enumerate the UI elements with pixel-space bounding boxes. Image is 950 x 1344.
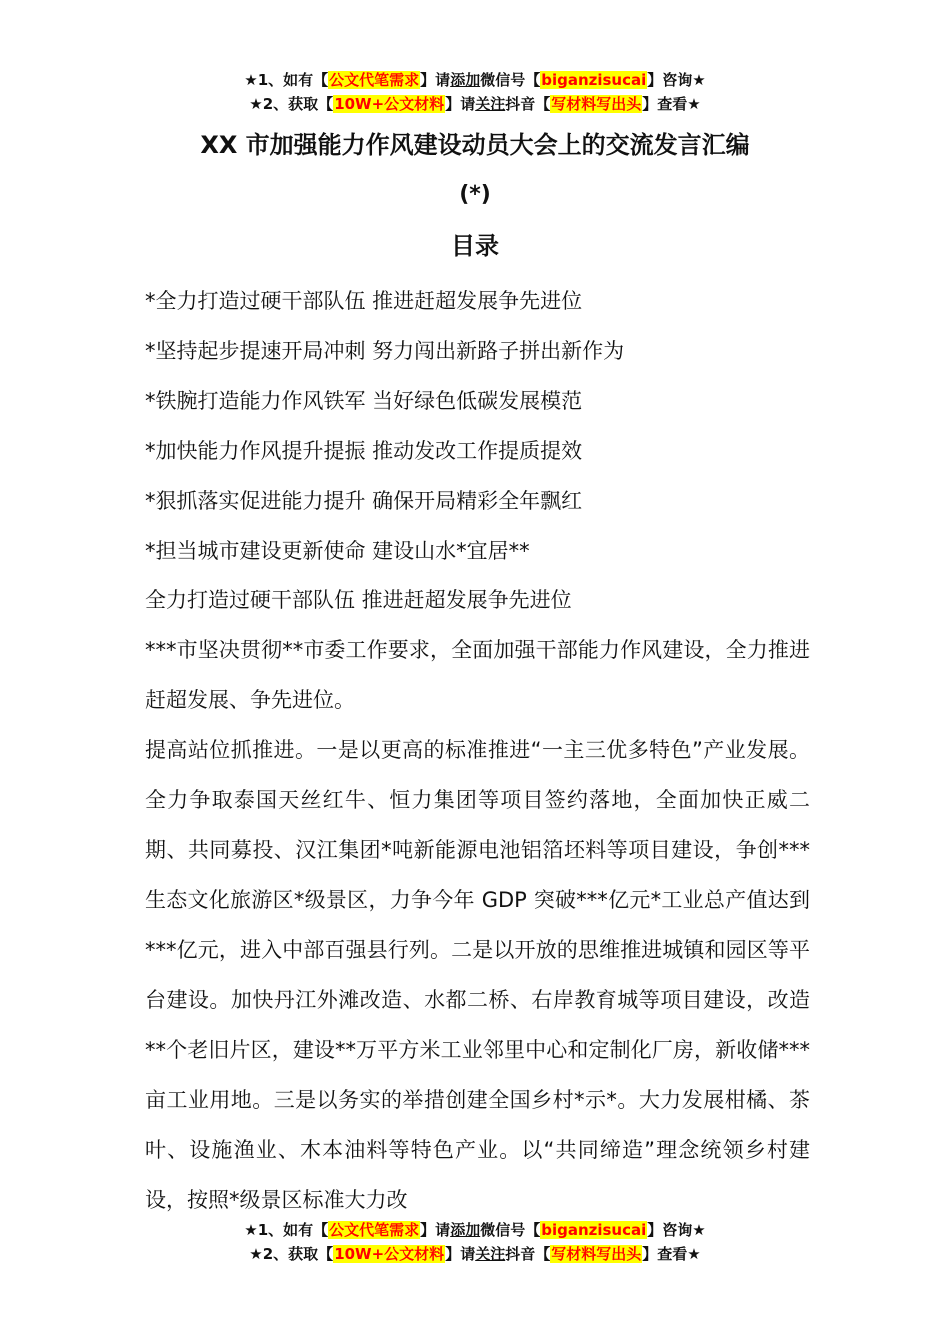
- toc-item: *铁腕打造能力作风铁军 当好绿色低碳发展模范: [145, 389, 583, 413]
- toc-item: *坚持起步提速开局冲刺 努力闯出新路子拼出新作为: [145, 339, 625, 363]
- banner-highlight: biganzisucai: [541, 1221, 647, 1239]
- top-banner: [0, 68, 950, 116]
- banner-highlight: 10W+公文材料: [334, 1245, 445, 1263]
- banner-text: ★2、获取【: [249, 95, 334, 113]
- toc-item: *全力打造过硬干部队伍 推进赶超发展争先进位: [145, 289, 583, 313]
- banner-underlined: 关注: [475, 95, 506, 113]
- banner-highlight: 公文代笔需求: [329, 1221, 420, 1239]
- toc-item: *加快能力作风提升提振 推动发改工作提质提效: [145, 439, 583, 463]
- banner-underlined: 添加: [450, 71, 481, 89]
- banner-text: 微信号【: [480, 71, 541, 89]
- banner-text: 抖音【: [505, 1245, 551, 1263]
- bottom-banner: [0, 1218, 950, 1266]
- banner-line-1: [0, 68, 950, 92]
- banner-line-2: [0, 1242, 950, 1266]
- toc-item: *狠抓落实促进能力提升 确保开局精彩全年飘红: [145, 489, 583, 513]
- banner-highlight: 10W+公文材料: [334, 95, 445, 113]
- banner-underlined: 添加: [450, 1221, 481, 1239]
- banner-text: ★1、如有【: [244, 71, 329, 89]
- banner-text: 】咨询★: [647, 71, 706, 89]
- table-of-contents: [145, 276, 810, 576]
- banner-text: 】请: [420, 1221, 451, 1239]
- section-title: 全力打造过硬干部队伍 推进赶超发展争先进位: [145, 588, 572, 612]
- banner-text: 】请: [445, 95, 476, 113]
- banner-text: 】咨询★: [647, 1221, 706, 1239]
- banner-text: ★1、如有【: [244, 1221, 329, 1239]
- document-subtitle: (*): [459, 182, 491, 207]
- banner-text: 】查看★: [642, 1245, 701, 1263]
- document-title: XX 市加强能力作风建设动员大会上的交流发言汇编: [200, 131, 750, 159]
- banner-underlined: 关注: [475, 1245, 506, 1263]
- banner-line-1: [0, 1218, 950, 1242]
- banner-highlight: 写材料写出头: [551, 95, 642, 113]
- banner-highlight: 写材料写出头: [551, 1245, 642, 1263]
- banner-text: 】查看★: [642, 95, 701, 113]
- banner-text: ★2、获取【: [249, 1245, 334, 1263]
- banner-highlight: biganzisucai: [541, 71, 647, 89]
- banner-text: 微信号【: [480, 1221, 541, 1239]
- toc-item: *担当城市建设更新使命 建设山水*宜居**: [145, 539, 530, 563]
- body-paragraph: ***市坚决贯彻**市委工作要求，全面加强干部能力作风建设，全力推进赶超发展、争先进位。: [145, 638, 810, 712]
- banner-text: 抖音【: [505, 95, 551, 113]
- banner-line-2: [0, 92, 950, 116]
- banner-highlight: 公文代笔需求: [329, 71, 420, 89]
- banner-text: 】请: [445, 1245, 476, 1263]
- document-body: [145, 575, 810, 1225]
- toc-heading: 目录: [451, 232, 499, 260]
- banner-text: 】请: [420, 71, 451, 89]
- body-paragraph: 提高站位抓推进。一是以更高的标准推进“一主三优多特色”产业发展。全力争取泰国天丝红牛、恒力集团等项目签约落地，全面加快正威二期、共同募投、汉江集团*吨新能源电池铝箔坯料等项目建设，争创***生态文化旅游区*级景区，力争今年 GDP 突破***亿元*工业总产值达到***亿元，进入中部百强县行列。二是以开放的思维推进城镇和园区等平台建设。加快丹江外滩改造、水都二桥、右岸教育城等项目建设，改造**个老旧片区，建设**万平方米工业邻里中心和定制化厂房，新收储***亩工业用地。三是以务实的举措创建全国乡村*示*。大力发展柑橘、茶叶、设施渔业、木本油料等特色产业。以“共同缔造”理念统领乡村建设，按照*级景区标准大力改: [145, 738, 810, 1212]
